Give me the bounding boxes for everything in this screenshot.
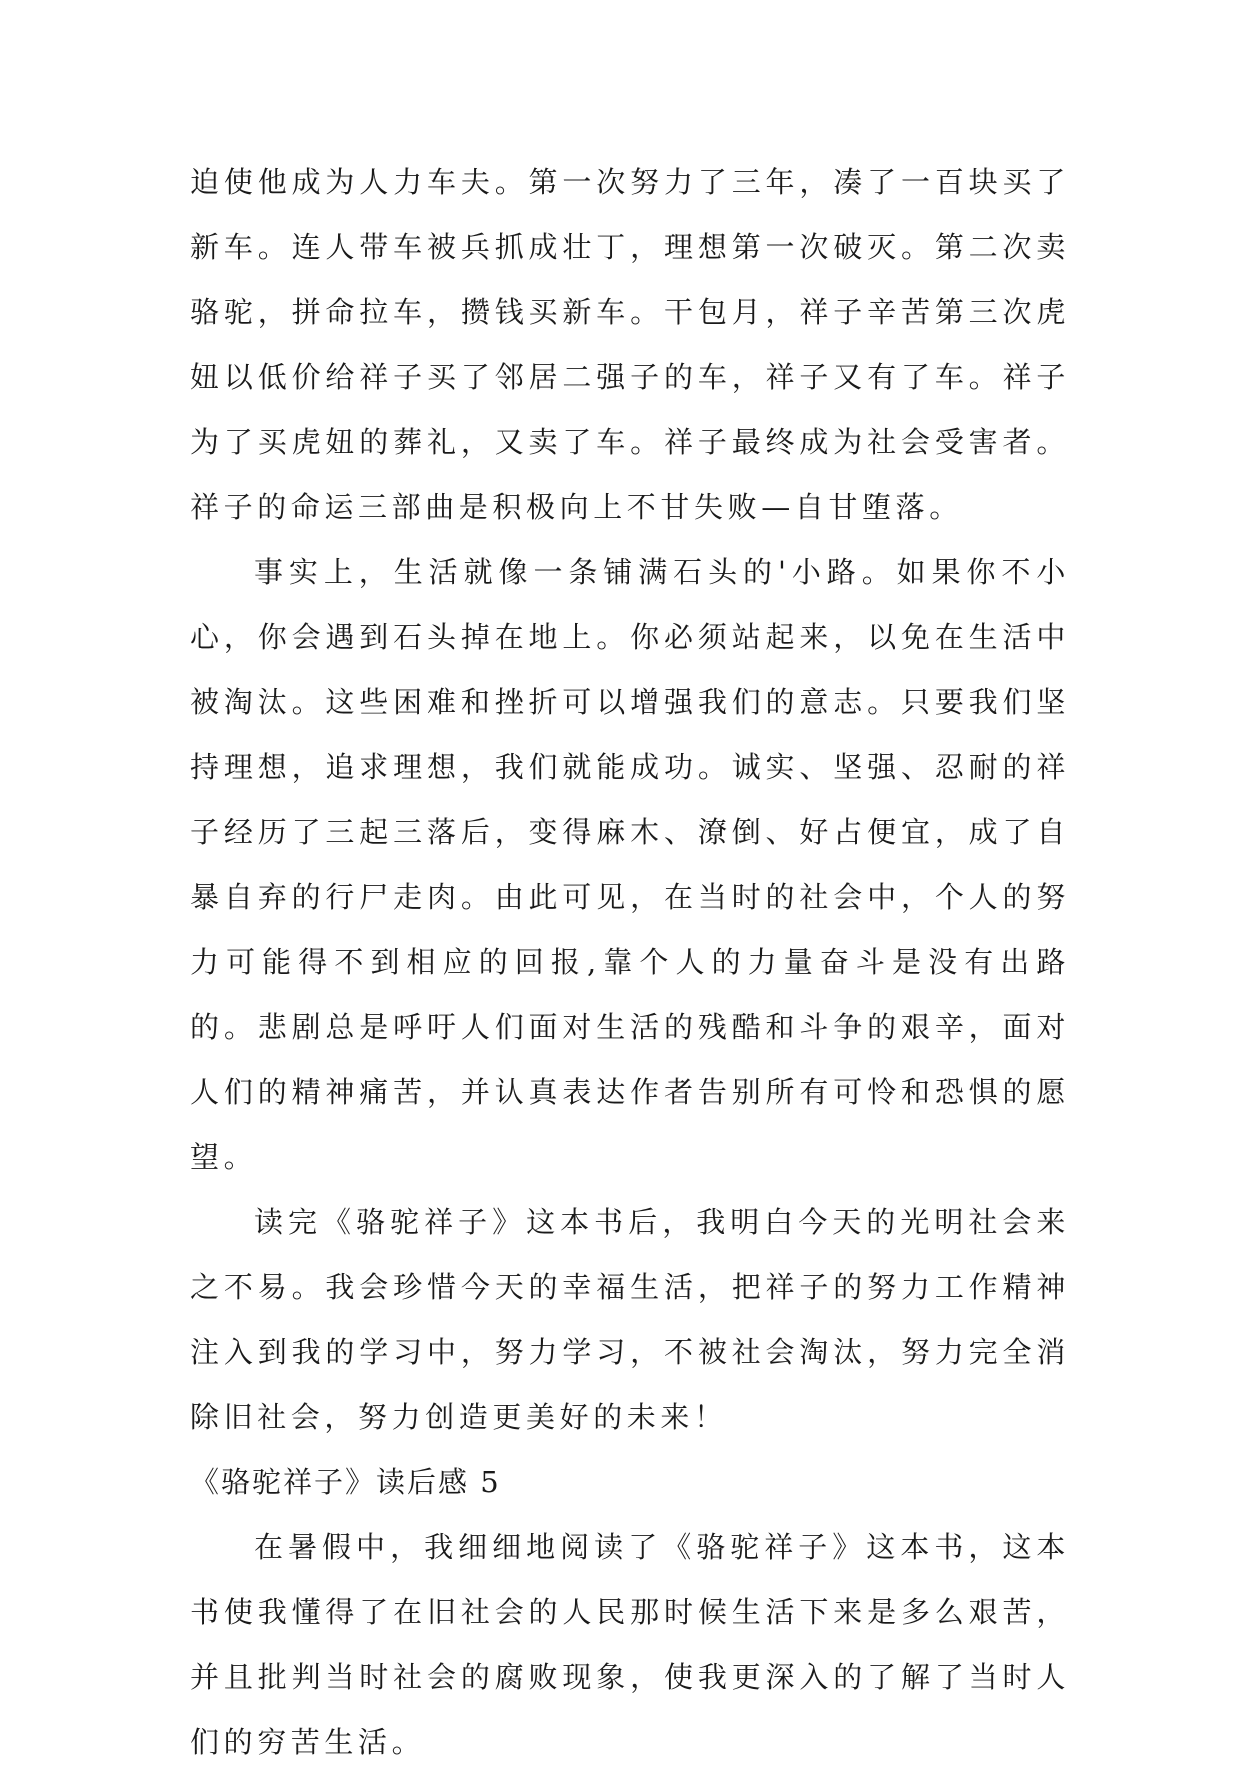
paragraph-4: 在暑假中，我细细地阅读了《骆驼祥子》这本书，这本书使我懂得了在旧社会的人民那时候生活下来是多么艰苦，并且批判当时社会的腐败现象，使我更深入的了解了当时人们的穷苦生活。	[190, 1530, 1070, 1759]
paragraph-1: 迫使他成为人力车夫。第一次努力了三年，凑了一百块买了新车。连人带车被兵抓成壮丁，理想第一次破灭。第二次卖骆驼，拼命拉车，攒钱买新车。干包月，祥子辛苦第三次虎妞以低价给祥子买了邻居二强子的车，祥子又有了车。祥子为了买虎妞的葬礼，又卖了车。祥子最终成为社会受害者。祥子的命运三部曲是积极向上不甘失败—自甘堕落。	[190, 165, 1070, 524]
document-body	[190, 150, 1070, 1775]
paragraph-2: 事实上，生活就像一条铺满石头的'小路。如果你不小心，你会遇到石头掉在地上。你必须站起来，以免在生活中被淘汰。这些困难和挫折可以增强我们的意志。只要我们坚持理想，追求理想，我们就能成功。诚实、坚强、忍耐的祥子经历了三起三落后，变得麻木、潦倒、好占便宜，成了自暴自弃的行尸走肉。由此可见，在当时的社会中，个人的努力可能得不到相应的回报,靠个人的力量奋斗是没有出路的。悲剧总是呼吁人们面对生活的残酷和斗争的艰辛，面对人们的精神痛苦，并认真表达作者告别所有可怜和恐惧的愿望。	[190, 555, 1070, 1174]
section-heading: 《骆驼祥子》读后感 5	[190, 1465, 501, 1499]
paragraph-3: 读完《骆驼祥子》这本书后，我明白今天的光明社会来之不易。我会珍惜今天的幸福生活，把祥子的努力工作精神注入到我的学习中，努力学习，不被社会淘汰，努力完全消除旧社会，努力创造更美好的未来！	[190, 1205, 1070, 1434]
